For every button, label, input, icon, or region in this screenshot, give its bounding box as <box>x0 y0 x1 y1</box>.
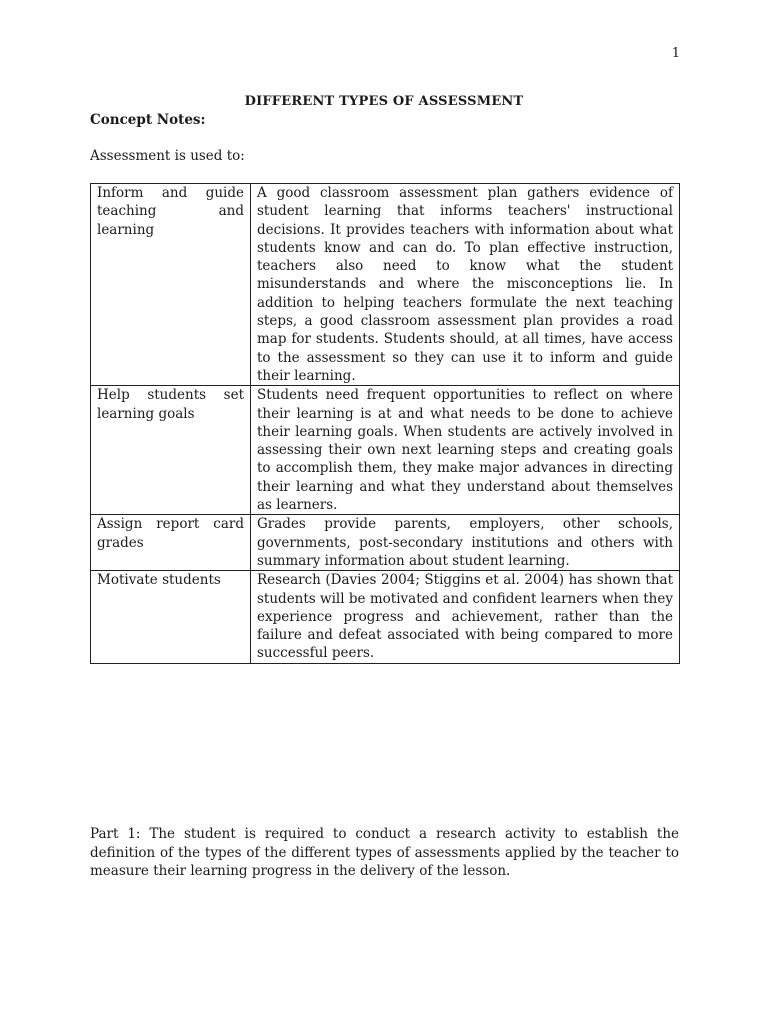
description-cell: A good classroom assessment plan gathers evidence of student learning that informs teachers' instructional decisions. It provides teachers with information about what students know and can do. To plan effective instruction, teachers also need to know what the student misunderstands and where the misconceptions lie. In addition to helping teachers formulate the next teaching steps, a good classroom assessment plan provides a road map for students. Students should, at all times, have access to the assessment so they can use it to inform and guide their learning. <box>251 184 680 386</box>
purpose-cell: Motivate students <box>91 571 251 663</box>
page-number: 1 <box>671 46 680 61</box>
description-cell: Grades provide parents, employers, other schools, governments, post-secondary institutions and others with summary information about student learning. <box>251 515 680 571</box>
assessment-purpose-table <box>90 183 680 664</box>
document-title: DIFFERENT TYPES OF ASSESSMENT <box>244 94 524 109</box>
section-label-concept-notes: Concept Notes: <box>90 112 206 128</box>
intro-text: Assessment is used to: <box>90 148 245 164</box>
table-row <box>91 571 680 663</box>
description-cell: Students need frequent opportunities to reflect on where their learning is at and what needs to be done to achieve their learning goals. When students are actively involved in assessing their own next learning steps and creating goals to accomplish them, they make major advances in directing their learning and what they understand about themselves as learners. <box>251 386 680 515</box>
purpose-cell: Assign report card grades <box>91 515 251 571</box>
table-row <box>91 515 680 571</box>
purpose-cell: Inform and guide teaching and learning <box>91 184 251 386</box>
table-row <box>91 386 680 515</box>
table-row <box>91 184 680 386</box>
description-cell: Research (Davies 2004; Stiggins et al. 2004) has shown that students will be motivated and confident learners when they experience progress and achievement, rather than the failure and defeat associated with being compared to more successful peers. <box>251 571 680 663</box>
part1-instructions: Part 1: The student is required to conduct a research activity to establish the definition of the types of the different types of assessments applied by the teacher to measure their learning progress in the delivery of the lesson. <box>90 826 679 879</box>
purpose-cell: Help students set learning goals <box>91 386 251 515</box>
